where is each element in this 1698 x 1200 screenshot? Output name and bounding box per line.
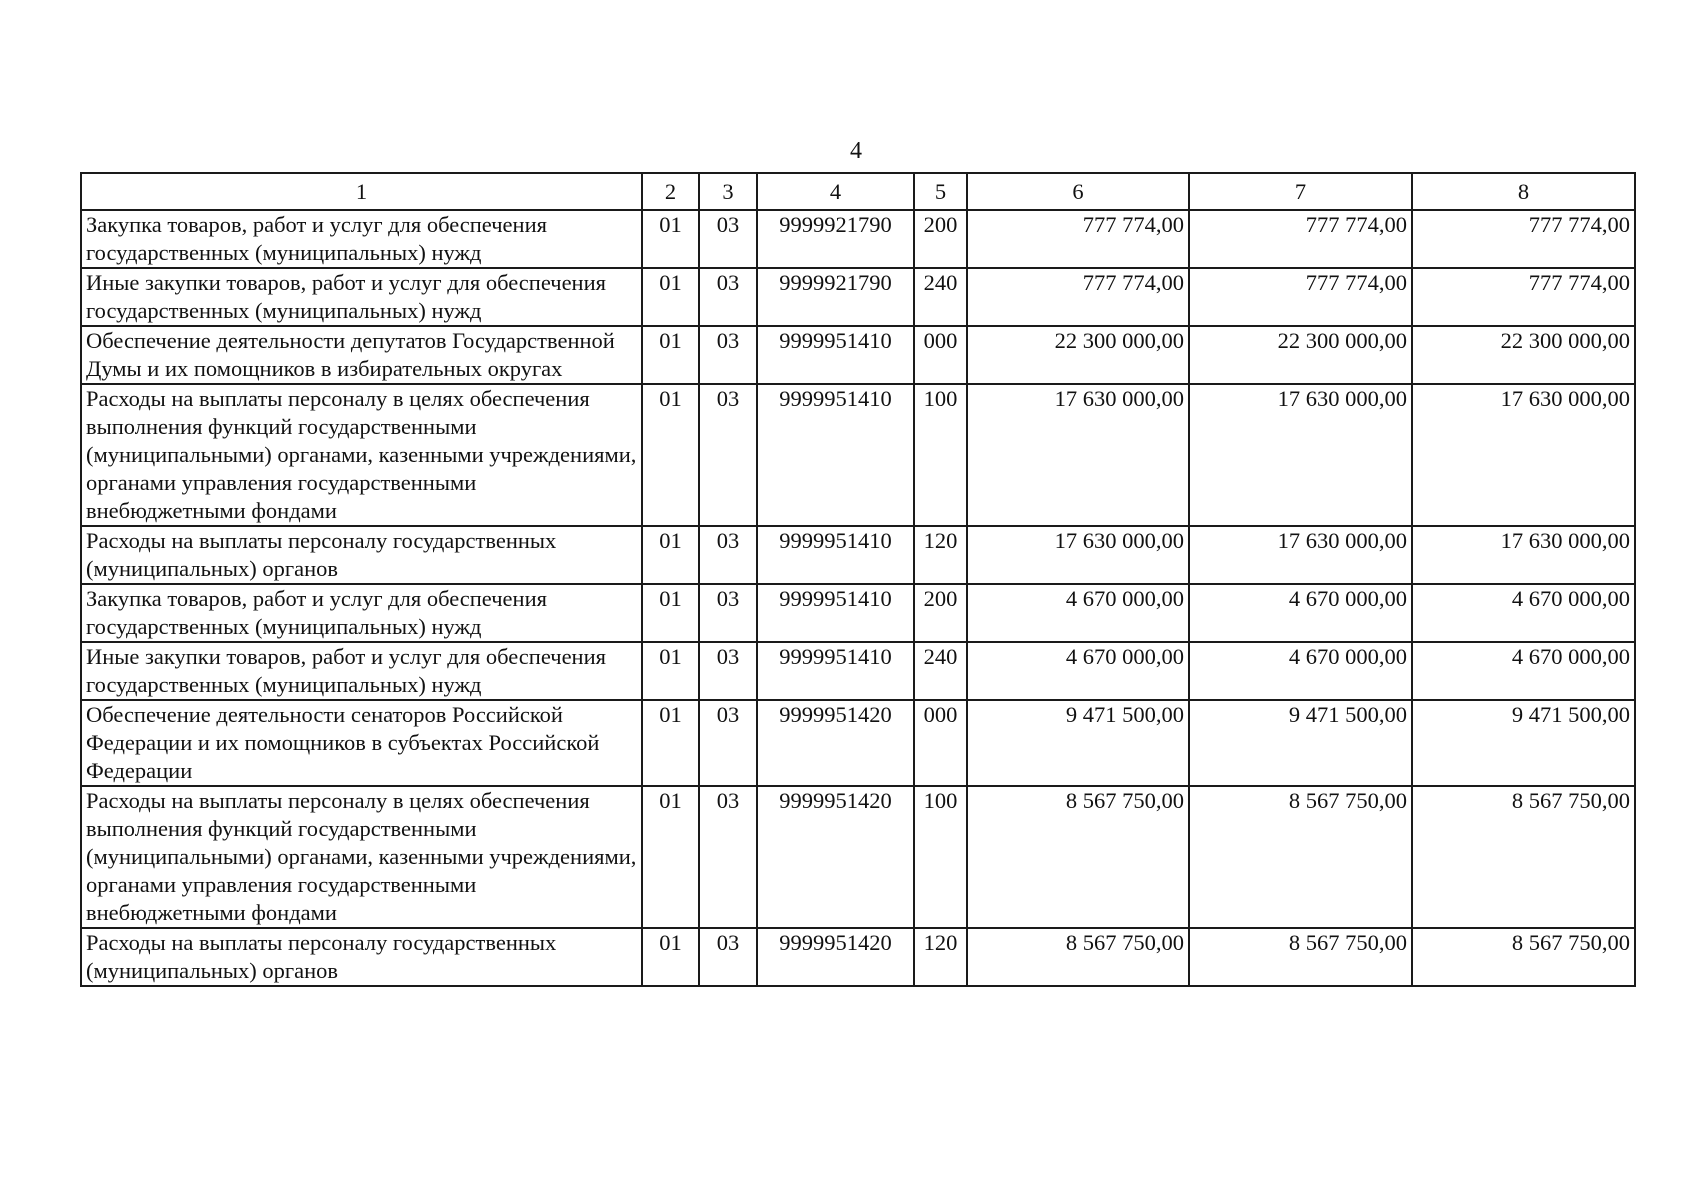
amount-col-6: 4 670 000,00 — [967, 584, 1189, 642]
amount-col-8: 8 567 750,00 — [1412, 928, 1635, 986]
row-name: Закупка товаров, работ и услуг для обеспечения государственных (муниципальных) нужд — [81, 210, 642, 268]
amount-col-7: 9 471 500,00 — [1189, 700, 1412, 786]
column-header-1: 1 — [81, 173, 642, 210]
column-header-6: 6 — [967, 173, 1189, 210]
section-code: 01 — [642, 928, 699, 986]
amount-col-6: 8 567 750,00 — [967, 786, 1189, 928]
amount-col-7: 17 630 000,00 — [1189, 526, 1412, 584]
budget-table — [80, 172, 1636, 987]
row-name: Расходы на выплаты персоналу в целях обеспечения выполнения функций государственными (муниципальными) органами, казенными учреждениями, органами управления государственными внебюджетными фондами — [81, 786, 642, 928]
expense-type-code: 000 — [914, 326, 967, 384]
table-row — [81, 326, 1635, 384]
section-code: 01 — [642, 700, 699, 786]
table-row — [81, 210, 1635, 268]
column-header-7: 7 — [1189, 173, 1412, 210]
target-article-code: 9999951410 — [757, 326, 914, 384]
section-code: 01 — [642, 326, 699, 384]
section-code: 01 — [642, 526, 699, 584]
amount-col-7: 17 630 000,00 — [1189, 384, 1412, 526]
section-code: 01 — [642, 584, 699, 642]
header-row — [81, 173, 1635, 210]
subsection-code: 03 — [699, 786, 757, 928]
page-number: 4 — [850, 138, 862, 164]
target-article-code: 9999951420 — [757, 928, 914, 986]
amount-col-8: 4 670 000,00 — [1412, 642, 1635, 700]
amount-col-6: 777 774,00 — [967, 268, 1189, 326]
subsection-code: 03 — [699, 928, 757, 986]
amount-col-6: 4 670 000,00 — [967, 642, 1189, 700]
amount-col-6: 777 774,00 — [967, 210, 1189, 268]
amount-col-8: 9 471 500,00 — [1412, 700, 1635, 786]
amount-col-7: 8 567 750,00 — [1189, 786, 1412, 928]
column-header-8: 8 — [1412, 173, 1635, 210]
amount-col-6: 22 300 000,00 — [967, 326, 1189, 384]
subsection-code: 03 — [699, 384, 757, 526]
section-code: 01 — [642, 384, 699, 526]
expense-type-code: 240 — [914, 642, 967, 700]
section-code: 01 — [642, 210, 699, 268]
row-name: Расходы на выплаты персоналу государственных (муниципальных) органов — [81, 928, 642, 986]
subsection-code: 03 — [699, 642, 757, 700]
amount-col-7: 22 300 000,00 — [1189, 326, 1412, 384]
target-article-code: 9999951410 — [757, 384, 914, 526]
section-code: 01 — [642, 642, 699, 700]
subsection-code: 03 — [699, 584, 757, 642]
table-row — [81, 928, 1635, 986]
table-row — [81, 584, 1635, 642]
amount-col-7: 777 774,00 — [1189, 268, 1412, 326]
table-row — [81, 642, 1635, 700]
row-name: Расходы на выплаты персоналу государственных (муниципальных) органов — [81, 526, 642, 584]
table-row — [81, 384, 1635, 526]
expense-type-code: 120 — [914, 928, 967, 986]
expense-type-code: 100 — [914, 384, 967, 526]
table-row — [81, 786, 1635, 928]
target-article-code: 9999951410 — [757, 642, 914, 700]
expense-type-code: 200 — [914, 210, 967, 268]
amount-col-7: 8 567 750,00 — [1189, 928, 1412, 986]
expense-type-code: 120 — [914, 526, 967, 584]
amount-col-7: 4 670 000,00 — [1189, 642, 1412, 700]
amount-col-7: 4 670 000,00 — [1189, 584, 1412, 642]
amount-col-8: 17 630 000,00 — [1412, 384, 1635, 526]
row-name: Иные закупки товаров, работ и услуг для обеспечения государственных (муниципальных) нужд — [81, 268, 642, 326]
expense-type-code: 100 — [914, 786, 967, 928]
amount-col-8: 4 670 000,00 — [1412, 584, 1635, 642]
table-row — [81, 700, 1635, 786]
subsection-code: 03 — [699, 526, 757, 584]
amount-col-8: 777 774,00 — [1412, 268, 1635, 326]
target-article-code: 9999951420 — [757, 700, 914, 786]
expense-type-code: 200 — [914, 584, 967, 642]
amount-col-6: 8 567 750,00 — [967, 928, 1189, 986]
target-article-code: 9999951420 — [757, 786, 914, 928]
row-name: Расходы на выплаты персоналу в целях обеспечения выполнения функций государственными (муниципальными) органами, казенными учреждениями, органами управления государственными внебюджетными фондами — [81, 384, 642, 526]
row-name: Обеспечение деятельности депутатов Государственной Думы и их помощников в избирательных округах — [81, 326, 642, 384]
amount-col-8: 777 774,00 — [1412, 210, 1635, 268]
amount-col-6: 17 630 000,00 — [967, 526, 1189, 584]
amount-col-8: 8 567 750,00 — [1412, 786, 1635, 928]
row-name: Иные закупки товаров, работ и услуг для обеспечения государственных (муниципальных) нужд — [81, 642, 642, 700]
amount-col-7: 777 774,00 — [1189, 210, 1412, 268]
column-header-5: 5 — [914, 173, 967, 210]
column-header-4: 4 — [757, 173, 914, 210]
amount-col-6: 9 471 500,00 — [967, 700, 1189, 786]
subsection-code: 03 — [699, 268, 757, 326]
row-name: Закупка товаров, работ и услуг для обеспечения государственных (муниципальных) нужд — [81, 584, 642, 642]
subsection-code: 03 — [699, 326, 757, 384]
subsection-code: 03 — [699, 700, 757, 786]
table-row — [81, 268, 1635, 326]
target-article-code: 9999951410 — [757, 584, 914, 642]
amount-col-6: 17 630 000,00 — [967, 384, 1189, 526]
subsection-code: 03 — [699, 210, 757, 268]
row-name: Обеспечение деятельности сенаторов Российской Федерации и их помощников в субъектах Российской Федерации — [81, 700, 642, 786]
section-code: 01 — [642, 268, 699, 326]
target-article-code: 9999921790 — [757, 268, 914, 326]
target-article-code: 9999921790 — [757, 210, 914, 268]
amount-col-8: 22 300 000,00 — [1412, 326, 1635, 384]
expense-type-code: 240 — [914, 268, 967, 326]
column-header-3: 3 — [699, 173, 757, 210]
table-row — [81, 526, 1635, 584]
target-article-code: 9999951410 — [757, 526, 914, 584]
amount-col-8: 17 630 000,00 — [1412, 526, 1635, 584]
column-header-2: 2 — [642, 173, 699, 210]
section-code: 01 — [642, 786, 699, 928]
expense-type-code: 000 — [914, 700, 967, 786]
